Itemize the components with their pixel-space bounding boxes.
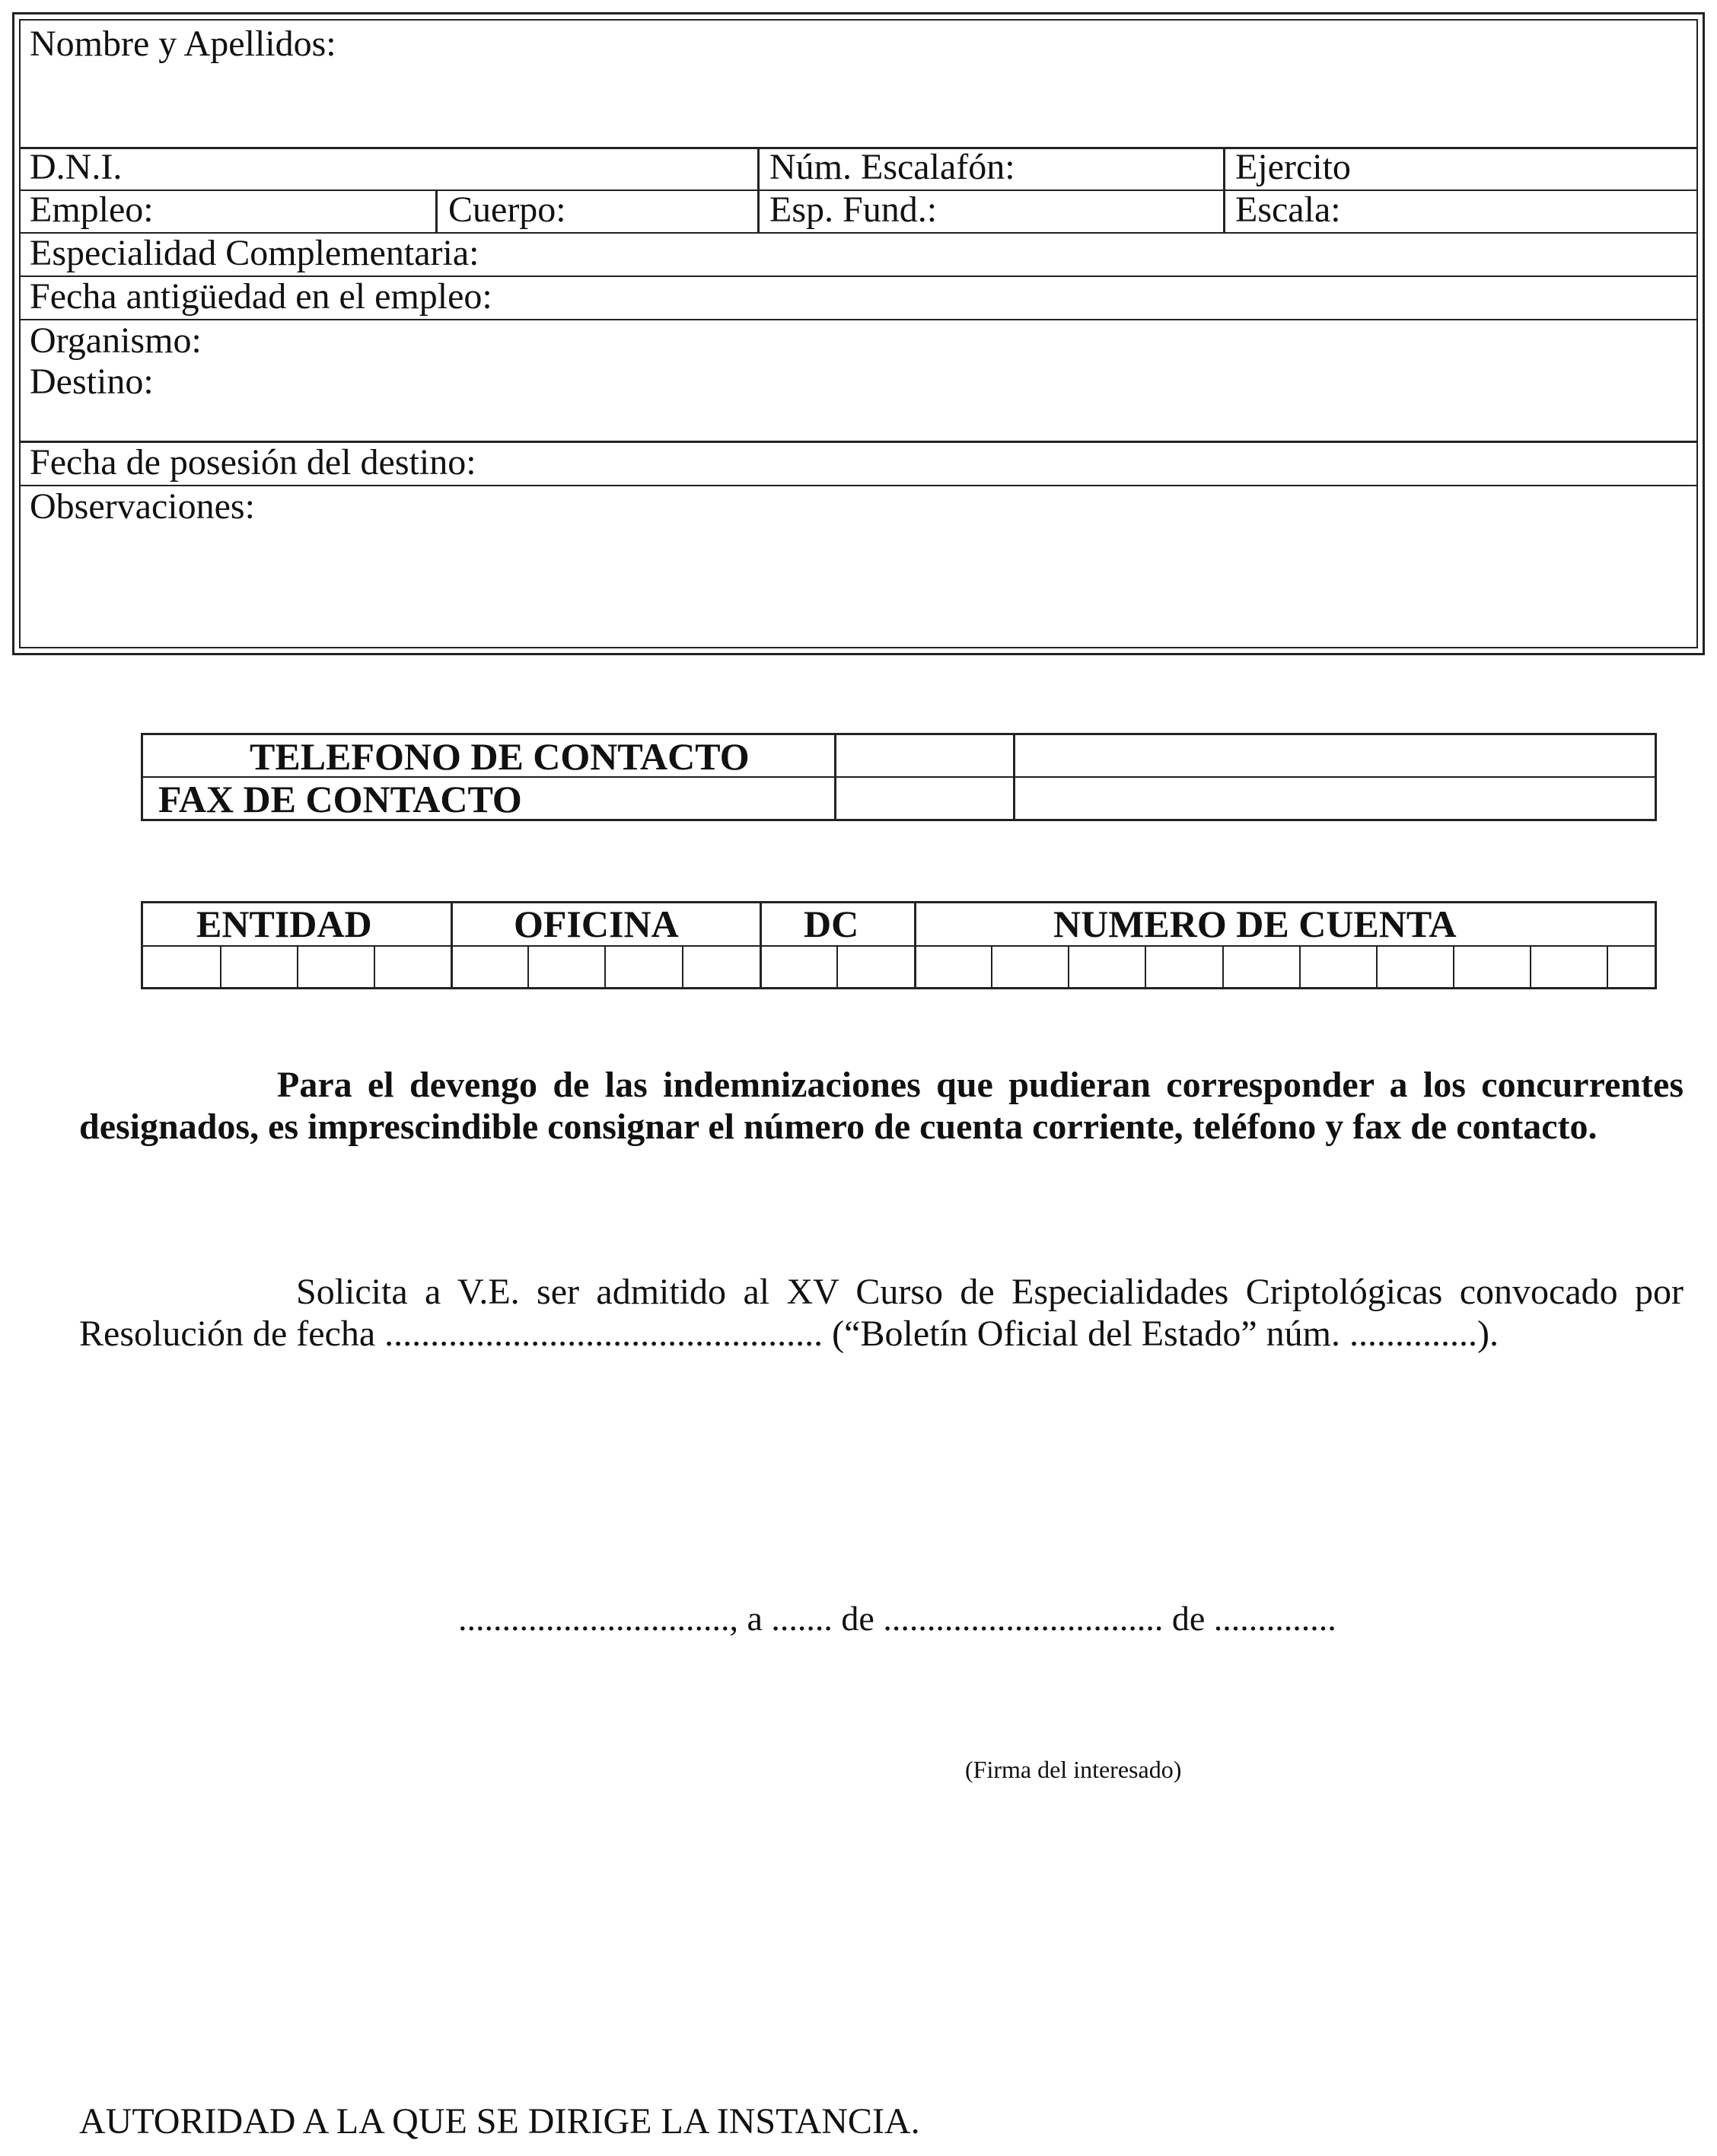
numero-cuenta-header: NUMERO DE CUENTA [1053,903,1457,945]
fecha-posesion-field[interactable]: Fecha de posesión del destino: [30,442,476,482]
dc-header: DC [804,903,859,945]
personal-data-form-inner-frame [19,19,1698,648]
especialidad-complementaria-field[interactable]: Especialidad Complementaria: [30,233,479,273]
telefono-input-2[interactable] [1015,735,1655,776]
escala-field[interactable]: Escala: [1235,189,1341,230]
oficina-header: OFICINA [514,903,679,945]
row-divider [143,945,1655,947]
contact-table [141,733,1657,821]
destino-field[interactable]: Destino: [30,361,154,402]
column-divider [435,189,438,232]
entidad-header: ENTIDAD [196,903,372,945]
row-divider [21,485,1696,486]
fax-input-1[interactable] [836,778,1011,819]
telefono-input-1[interactable] [836,735,1011,776]
ejercito-field[interactable]: Ejercito [1235,147,1351,187]
cuerpo-field[interactable]: Cuerpo: [448,189,566,230]
signature-caption: (Firma del interesado) [965,1756,1182,1783]
request-text: Solicita a V.E. ser admitido al XV Curso de Especialidades Criptológicas convocado por Resolución de fecha ................................................ (“Boletín Oficial del Estado” núm. ..............). [79,1272,1684,1354]
fax-contacto-label: FAX DE CONTACTO [158,778,522,820]
column-divider [1223,147,1225,232]
telefono-contacto-label: TELEFONO DE CONTACTO [250,735,750,778]
fecha-antiguedad-field[interactable]: Fecha antigüedad en el empleo: [30,276,492,317]
num-escalafon-field[interactable]: Núm. Escalafón: [769,147,1015,187]
account-digit-inputs[interactable] [143,947,1655,987]
organismo-field[interactable]: Organismo: [30,320,202,361]
empleo-field[interactable]: Empleo: [30,189,154,230]
request-paragraph [79,1271,1684,1355]
dni-field[interactable]: D.N.I. [30,147,123,187]
row-divider [21,319,1696,320]
bank-account-table [141,901,1657,989]
notice-text: Para el devengo de las indemnizaciones que pudieran corresponder a los concurrentes designados, es imprescindible consignar el número de cuenta corriente, teléfono y fax de contacto. [79,1065,1684,1147]
esp-fund-field[interactable]: Esp. Fund.: [769,189,938,230]
addressee-line: AUTORIDAD A LA QUE SE DIRIGE LA INSTANCIA. [79,2101,920,2142]
fax-input-2[interactable] [1015,778,1655,819]
personal-data-form [12,12,1705,655]
nombre-field[interactable]: Nombre y Apellidos: [30,24,336,64]
observaciones-field[interactable]: Observaciones: [30,486,255,527]
column-divider [757,147,760,232]
place-date-line[interactable]: ..............................., a ....... de ................................ de .............. [458,1599,1336,1638]
notice-paragraph [79,1064,1684,1148]
